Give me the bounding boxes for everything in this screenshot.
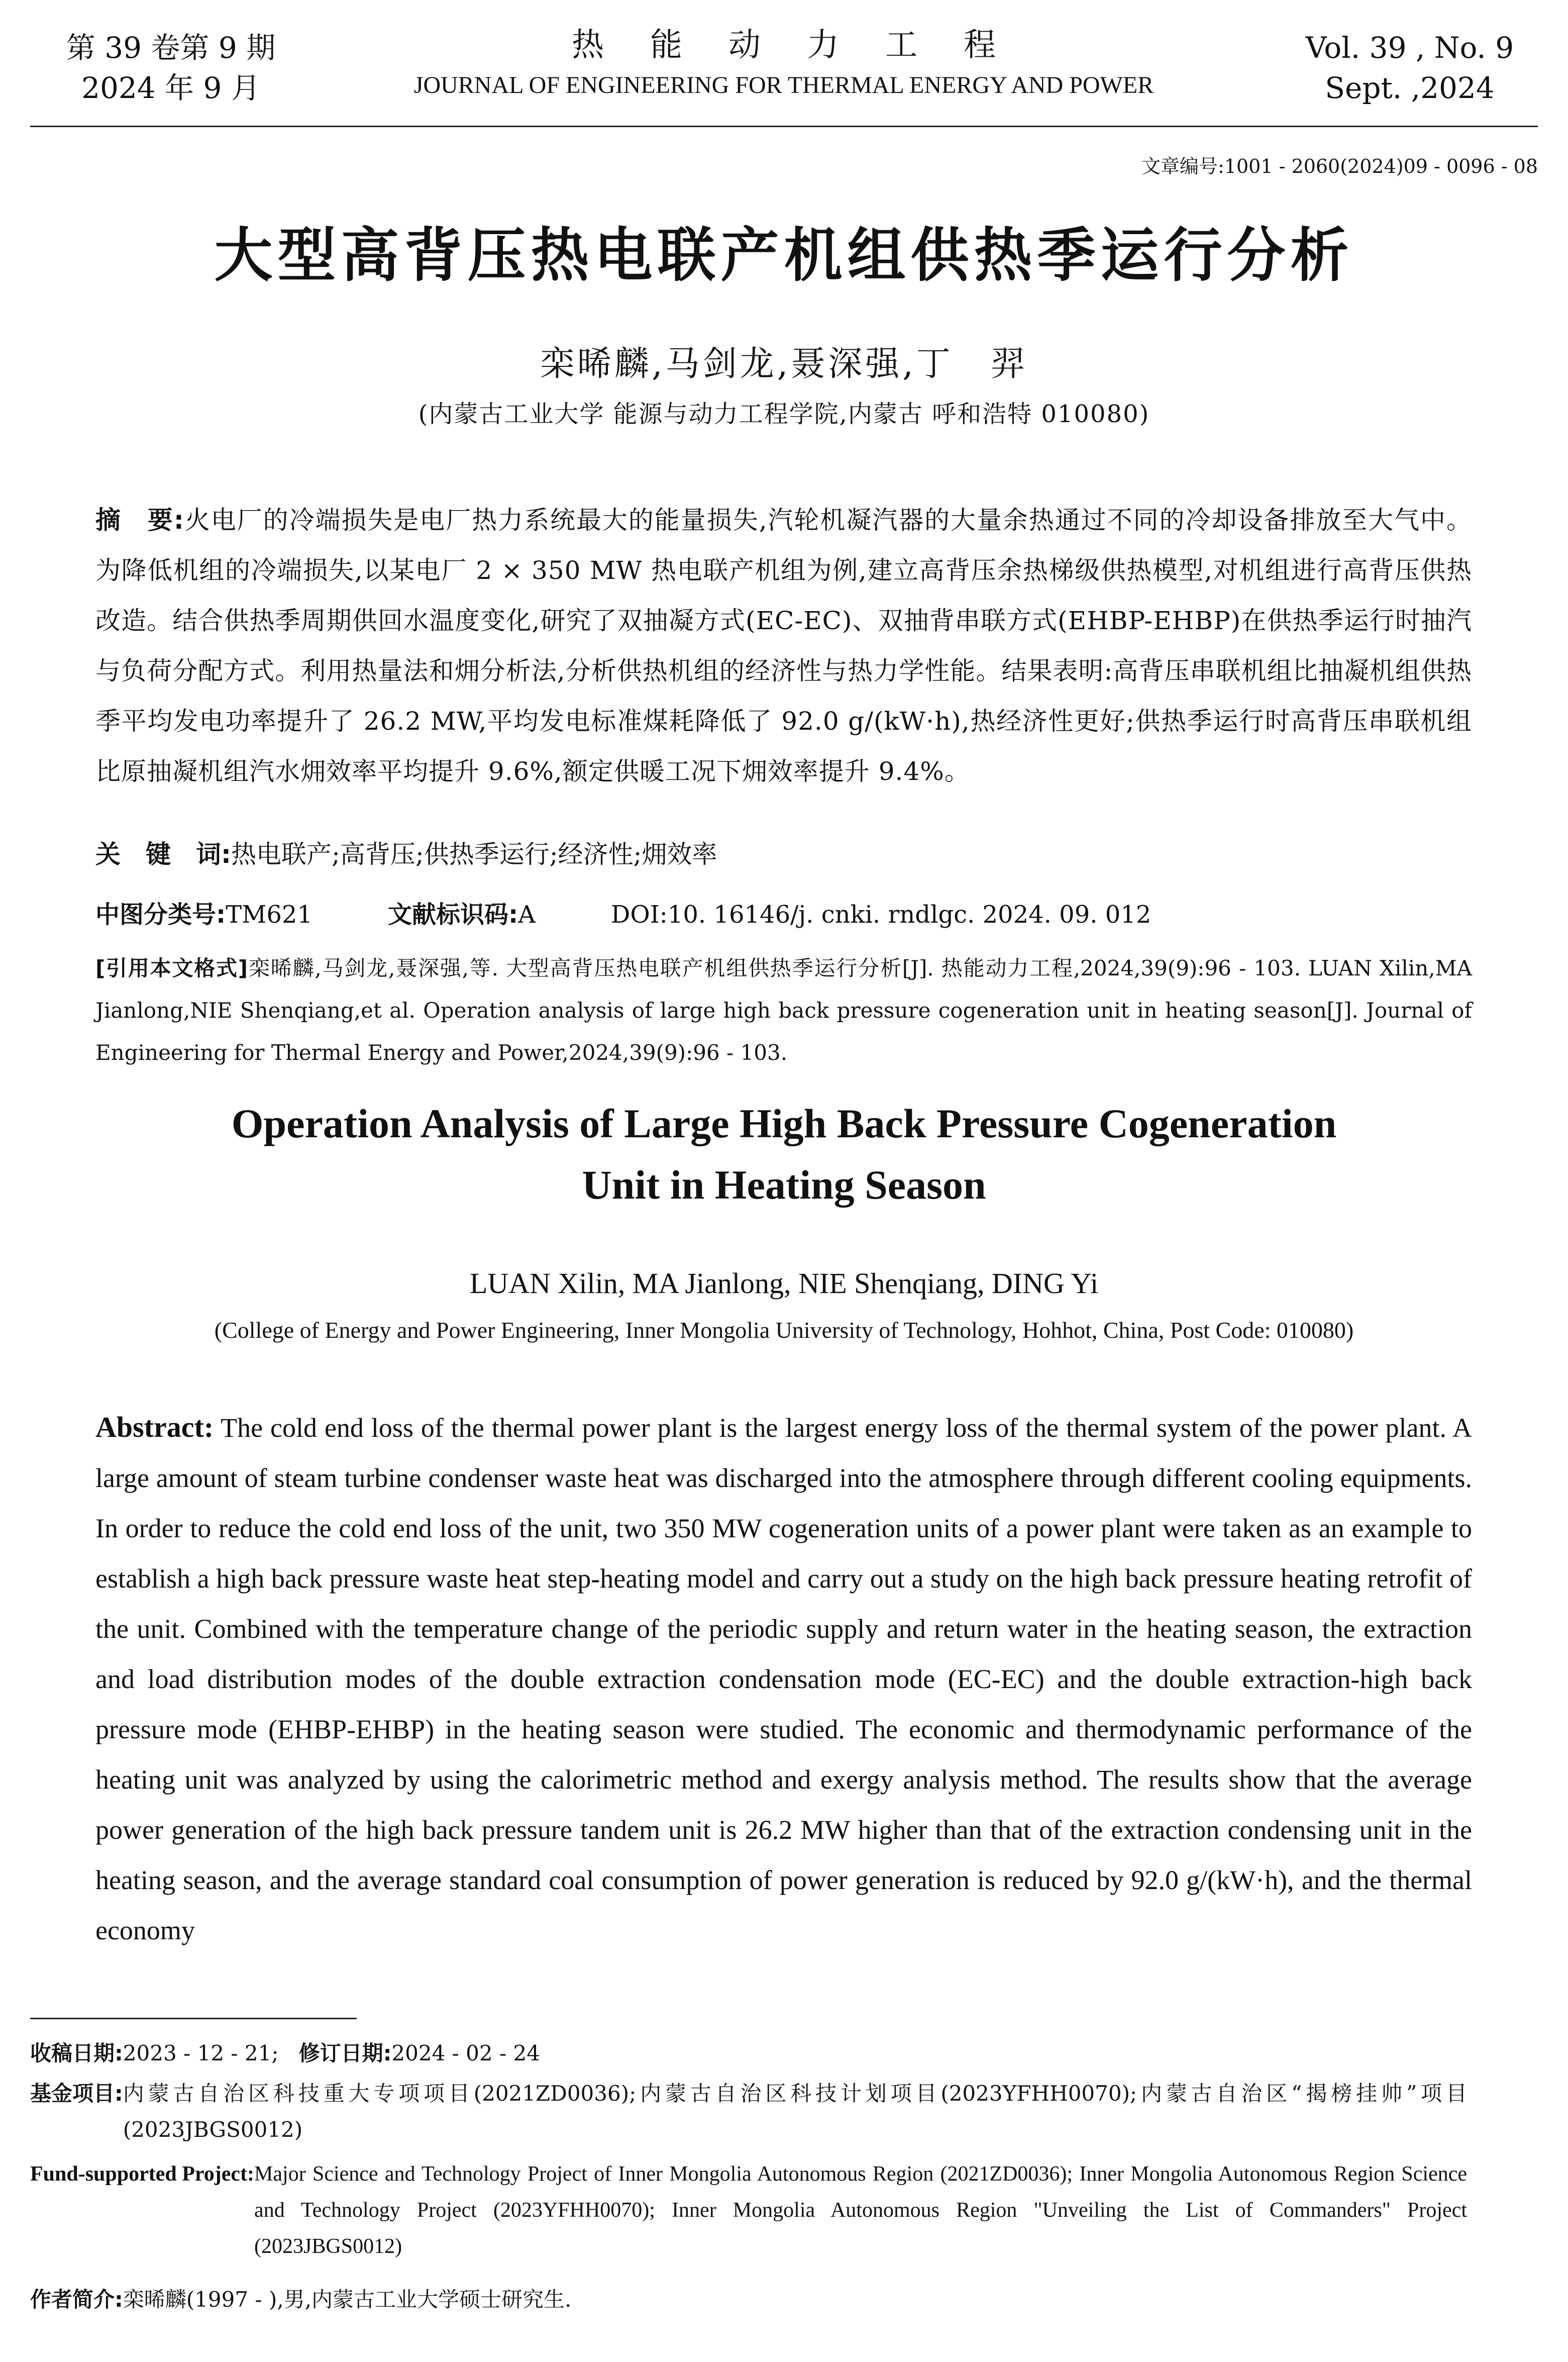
footnote-author-bio [30, 2282, 571, 2318]
footnote-fund-en [30, 2156, 1467, 2265]
journal-name-cn: 热能动力工程 [572, 27, 1042, 64]
abstract-en [95, 1402, 1472, 1955]
affiliation-cn: (内蒙古工业大学 能源与动力工程学院,内蒙古 呼和浩特 010080) [418, 400, 1150, 428]
fund-en-label: Fund-supported Project: [30, 2162, 255, 2186]
received-label: 收稿日期: [30, 2041, 123, 2065]
keywords-cn [95, 834, 1472, 874]
clc-value: TM621 [226, 901, 312, 929]
abstract-cn-label: 摘 要: [95, 506, 184, 535]
classification-line [95, 895, 1472, 935]
header-volume-en: Vol. 39 , No. 9 [1305, 31, 1514, 65]
title-en-line1: Operation Analysis of Large High Back Pressure Cogeneration [231, 1101, 1337, 1146]
clc-group [95, 901, 312, 929]
affiliation-en: (College of Energy and Power Engineering, Inner Mongolia University of Technology, Hohhot, China, Post Code: 010080) [214, 1317, 1354, 1343]
abstract-cn [95, 495, 1472, 797]
doi: DOI:10. 16146/j. cnki. rndlgc. 2024. 09. 012 [610, 901, 1152, 929]
header-issue-en [1304, 28, 1515, 108]
header-date-cn: 2024 年 9 月 [81, 71, 260, 105]
header-date-en: Sept. ,2024 [1325, 71, 1495, 105]
title-en-line2: Unit in Heating Season [582, 1162, 986, 1208]
doc-code-label: 文献标识码: [387, 901, 518, 929]
fund-en-text: Major Science and Technology Project of Inner Mongolia Autonomous Region (2021ZD0036); Inner Mongolia Autonomous Region Science and Technology Project (2023YFHH0070); Inner Mongolia Autonomous Region "Unveiling the List of Commanders" Project (2023JBGS0012) [254, 2162, 1467, 2258]
header-volume-cn: 第 39 卷第 9 期 [66, 31, 276, 65]
article-number: 文章编号:1001 - 2060(2024)09 - 0096 - 08 [1141, 155, 1538, 177]
doc-code-value: A [518, 901, 536, 929]
abstract-cn-text: 火电厂的冷端损失是电厂热力系统最大的能量损失,汽轮机凝汽器的大量余热通过不同的冷却设备排放至大气中。为降低机组的冷端损失,以某电厂 2 × 350 MW 热电联产机组为例,建立高背压余热梯级供热模型,对机组进行高背压供热改造。结合供热季周期供回水温度变化,研究了双抽凝方式(EC-EC)、双抽背串联方式(EHBP-EHBP)在供热季运行时抽汽与负荷分配方式。利用热量法和㶲分析法,分析供热机组的经济性与热力学性能。结果表明:高背压串联机组比抽凝机组供热季平均发电功率提升了 26.2 MW,平均发电标准煤耗降低了 92.0 g/(kW·h),热经济性更好;供热季运行时高背压串联机组比原抽凝机组汽水㶲效率平均提升 9.6%,额定供暖工况下㶲效率提升 9.4%。 [95, 506, 1472, 786]
footnote-dates [30, 2035, 540, 2072]
fund-cn-text: 内蒙古自治区科技重大专项项目(2021ZD0036);内蒙古自治区科技计划项目(2023YFHH0070);内蒙古自治区“揭榜挂帅”项目(2023JBGS0012) [123, 2081, 1467, 2142]
author-bio-label: 作者简介: [30, 2287, 123, 2312]
received-value: 2023 - 12 - 21; [123, 2041, 279, 2065]
title-cn: 大型高背压热电联产机组供热季运行分析 [214, 222, 1354, 289]
keywords-cn-text: 热电联产;高背压;供热季运行;经济性;㶲效率 [231, 840, 717, 869]
header-issue-cn [60, 28, 281, 108]
journal-masthead [352, 23, 1216, 101]
clc-label: 中图分类号: [95, 901, 226, 929]
author-bio-text: 栾晞麟(1997 - ),男,内蒙古工业大学硕士研究生. [123, 2287, 572, 2312]
title-en [0, 1093, 1568, 1216]
authors-en: LUAN Xilin, MA Jianlong, NIE Shenqiang, DING Yi [469, 1267, 1099, 1300]
revised-label: 修订日期: [298, 2041, 392, 2065]
citation-label: [引用本文格式] [95, 956, 248, 980]
footnote-divider [30, 2018, 357, 2019]
fund-cn-label: 基金项目: [30, 2081, 123, 2106]
citation-format [95, 947, 1472, 1074]
doc-code-group [388, 901, 536, 929]
citation-text: 栾晞麟,马剑龙,聂深强,等. 大型高背压热电联产机组供热季运行分析[J]. 热能动力工程,2024,39(9):96 - 103. LUAN Xilin,MA Jianlong,NIE Shenqiang,et al. Operation analysis of large high back pressure cogeneration unit in heating season[J]. Journal of Engineering for Thermal Energy and Power,2024,39(9):96 - 103. [95, 956, 1472, 1065]
journal-name-en: JOURNAL OF ENGINEERING FOR THERMAL ENERGY AND POWER [413, 72, 1154, 99]
authors-cn: 栾晞麟,马剑龙,聂深强,丁 羿 [540, 344, 1028, 384]
abstract-en-label: Abstract: [95, 1411, 214, 1443]
keywords-cn-label: 关 键 词: [95, 840, 231, 869]
footnote-fund-cn [30, 2076, 1467, 2148]
revised-value: 2024 - 02 - 24 [391, 2041, 540, 2065]
abstract-en-text: The cold end loss of the thermal power plant is the largest energy loss of the thermal system of the power plant. A large amount of steam turbine condenser waste heat was discharged into the atmosphere through different cooling equipments. In order to reduce the cold end loss of the unit, two 350 MW cogeneration units of a power plant were taken as an example to establish a high back pressure waste heat step-heating model and carry out a study on the high back pressure heating retrofit of the unit. Combined with the temperature change of the periodic supply and return water in the heating season, the extraction and load distribution modes of the double extraction condensation mode (EC-EC) and the double extraction-high back pressure mode (EHBP-EHBP) in the heating season were studied. The economic and thermodynamic performance of the heating unit was analyzed by using the calorimetric method and exergy analysis method. The results show that the average power generation of the high back pressure tandem unit is 26.2 MW higher than that of the extraction condensing unit in the heating season, and the average standard coal consumption of power generation is reduced by 92.0 g/(kW·h), and the thermal economy [95, 1413, 1472, 1945]
header-divider [30, 126, 1538, 127]
